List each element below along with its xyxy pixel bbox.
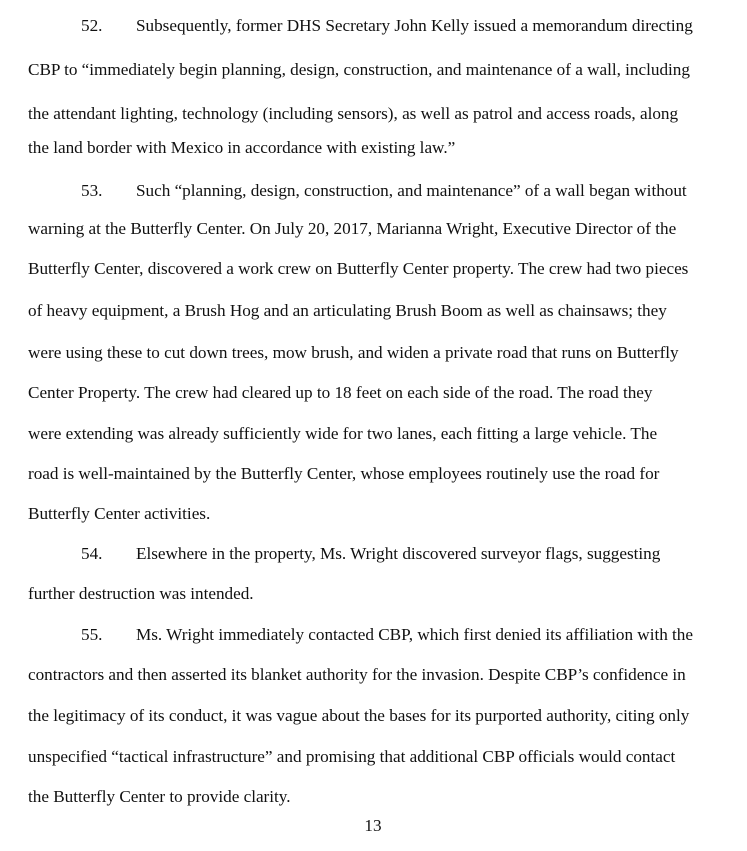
paragraph-number: 55. [81, 625, 103, 644]
paragraph-number: 53. [81, 181, 103, 200]
page-number: 13 [364, 816, 382, 835]
paragraph-text: Ms. Wright immediately contacted CBP, which first denied its affiliation with the [136, 625, 693, 644]
paragraph-52-line-3: the attendant lighting, technology (including sensors), as well as patrol and access roads, along [28, 104, 679, 123]
paragraph-55-line-2: contractors and then asserted its blanket authority for the invasion. Despite CBP’s confidence in [28, 665, 686, 684]
paragraph-text: Such “planning, design, construction, and maintenance” of a wall began without [136, 181, 687, 200]
paragraph-53-line-9: Butterfly Center activities. [28, 504, 211, 523]
paragraph-52-line-2: CBP to “immediately begin planning, design, construction, and maintenance of a wall, including [28, 60, 690, 79]
paragraph-number: 54. [81, 544, 103, 563]
paragraph-text: Subsequently, former DHS Secretary John Kelly issued a memorandum directing [136, 16, 693, 35]
paragraph-text: Elsewhere in the property, Ms. Wright discovered surveyor flags, suggesting [136, 544, 661, 563]
paragraph-53-line-5: were using these to cut down trees, mow brush, and widen a private road that runs on Butterfly [28, 343, 679, 362]
paragraph-52-line-4: the land border with Mexico in accordance with existing law.” [28, 138, 456, 157]
paragraph-number: 52. [81, 16, 103, 35]
paragraph-53-line-2: warning at the Butterfly Center. On July 20, 2017, Marianna Wright, Executive Director of the [28, 219, 677, 238]
paragraph-55-line-3: the legitimacy of its conduct, it was vague about the bases for its purported authority, citing only [28, 706, 690, 725]
paragraph-54-line-2: further destruction was intended. [28, 584, 254, 603]
paragraph-53-line-6: Center Property. The crew had cleared up to 18 feet on each side of the road. The road they [28, 383, 653, 402]
document-page [28, 0, 718, 851]
paragraph-53-line-8: road is well-maintained by the Butterfly Center, whose employees routinely use the road for [28, 464, 660, 483]
paragraph-55-line-5: the Butterfly Center to provide clarity. [28, 787, 291, 806]
paragraph-55-line-4: unspecified “tactical infrastructure” and promising that additional CBP officials would contact [28, 747, 676, 766]
paragraph-53-line-4: of heavy equipment, a Brush Hog and an articulating Brush Boom as well as chainsaws; they [28, 301, 667, 320]
paragraph-53-line-7: were extending was already sufficiently wide for two lanes, each fitting a large vehicle. The [28, 424, 658, 443]
paragraph-53-line-3: Butterfly Center, discovered a work crew on Butterfly Center property. The crew had two pieces [28, 259, 689, 278]
